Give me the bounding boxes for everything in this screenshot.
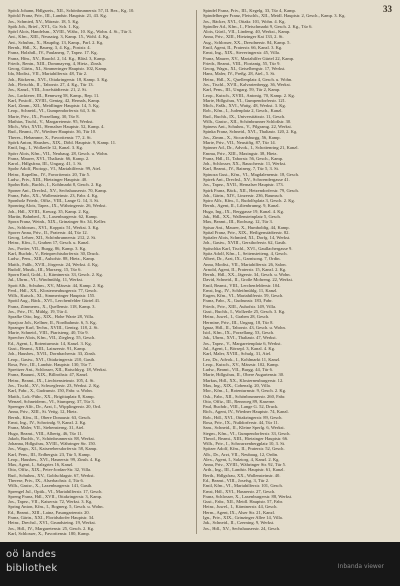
directory-entry: Mor., Kfm., I., Rotenturmstr. 9, Gesch. 2. Kg. [203, 388, 287, 394]
directory-entry: Joh., Schlosser, XX., Rauscherstr. 11, Werkst. [203, 161, 287, 167]
directory-entry: Eugen, Kfm., VI., Mariahilferstr. 59, Gesch. [203, 293, 284, 299]
directory-entry: Alois, Gürtl., VII., Lindeng. 40, Werkst., Kamp. [203, 29, 291, 35]
directory-entry: Sponholz Friedr., Offiz., VIII., Lange G. 14, 3. St. [8, 198, 100, 204]
directory-entry: Karl, Postoff., XVIII., Gentzg. 42, Hernals, Kamp. [8, 97, 101, 103]
directory-entry: Spök Joh., Brief., XVI., Gr. Sch. 1. Kg. [8, 23, 80, 29]
directory-entry: Jos., Tapez., V., Margaretenplatz 6, Werkst. [203, 340, 282, 346]
directory-entry: Jos., Lackierer, III., Rennweg 58, Kamp., Rep. 11. [8, 92, 100, 98]
directory-entry: Jul., Uhrm., VI., Windmühlg. 11, Werkst. [8, 277, 84, 283]
logo-text-line1: oö landes [6, 549, 57, 560]
directory-entry: Franz, Hfm., XV., Rauchf. 2, 14. Kg., Bläsl. 3, Kamp. [8, 55, 106, 61]
directory-entry: Jos., Tapez., VII., Kaiserstr. 72, Werkst. 3. Kg. [8, 499, 93, 505]
directory-entry: Theod., Beamt., XIII., Hietzinger Hauptstr. 66. [203, 435, 289, 441]
directory-entry: Spottl Aug., Bäck., XVI., Lerchenfelder Gürtel 41. [8, 298, 101, 304]
directory-entry: Heinr., Juwel., I., Graben 28, Gesch. [203, 314, 270, 320]
directory-entry: Karl, Fabr., X., Gudrunstr. 150, Fabr. u. Wohn. [8, 388, 93, 394]
directory-entry: Sponring Alois, Tapez., IX., Währingerstr. 26, Werkst. [8, 203, 107, 209]
directory-entry: Spindelberger Franz, Fleischh., XII., Meidl. Hauptstr. 2, Gesch., Kamp. 3. Kg. [203, 13, 346, 19]
directory-entry: Heinr., Hdl., X., Quellenplatz 4, Gesch. u. Wohn. [203, 76, 293, 82]
directory-entry: Karl, Beamt., IV., Rainerg. 7, Tür 5, 3. St. [203, 166, 280, 172]
directory-entry: Jos., Portier, VII., Burgg. 86, Kamp. 3. Kg. [8, 245, 87, 251]
directory-entry: Friedr., Beamt., VIII., Florianig. 55, Tür 9. [203, 60, 281, 66]
directory-entry: Franz, Fabr., XX., Wallensteinstr. 23, Fabr. 4. Kg. [8, 192, 99, 198]
directory-entry: Jos., Hdl., IV., Margaretenstr. 25, Gesch. 2. Kg. [8, 525, 95, 531]
directory-entry: Siegm., Kfm., VI., Gumpendorferstr. 33, Gesch. [203, 430, 291, 436]
directory-entry: Sporn Emil, Gold., I., Kärntnerstr. 33, Gesch. 2. Kg. [8, 272, 103, 278]
directory-entry: Ignaz, Hdl., II., Taborstr. 43, Gesch. u. Wohn. [203, 324, 286, 330]
directory-entry: Karl, Maler, XVIII., Schulg. 31, Atel. [203, 351, 272, 357]
directory-entry: Rich., Agent, IV., Wiedner Hauptstr. 74, Kanzl. [203, 409, 289, 415]
directory-entry: Ed., Agent, I., Rotenturmstr. 14, Kanzl. 3. Kg. [8, 340, 92, 346]
directory-entry: Gust., Buchh., I., Wollzeile 25, Gesch. 3. Kg. [203, 309, 286, 315]
directory-entry: Aug., Schlosser, XX., Dresdnerstr. 84, Kamp. 5. [203, 39, 291, 45]
library-logo[interactable] [6, 549, 98, 583]
directory-entry: Mich., Faßb., XVI., Wattg. 48, Werkst. 3. Kg. [203, 103, 286, 109]
directory-entry: Spinner Ad., Dr., Advok., I., Schottenring 21, Kanzl. [203, 145, 299, 151]
directory-entry: Ernst, Ing., IV., Schwindg. 9, Kanzl. 2. Kg. [8, 419, 87, 425]
directory-entry: Franz, Maler, VII., Siebensterng. 31, Atel. [8, 425, 85, 431]
directory-entry: Spohr Adolf, Photogr., VI., Mariahilferstr. 99, Atel. [8, 166, 102, 172]
directory-entry: Arnold, Agent, II., Praterstr. 15, Kanzl. 2. Kg. [203, 266, 287, 272]
directory-entry: Franz, Holzhdl., IV., Paulanerg. 7, Tapez. 17. Kg. [8, 50, 98, 56]
directory-entry: Sporer Anna, Priv., II., Praterstr. 44, Tür 12. [8, 229, 88, 235]
directory-entry: Ernst, Ing., IV., Schleifmühlg. 11, Kanzl. [203, 287, 278, 293]
directory-entry: Jak., Hdl., XX., Wallensteinplatz 5, Gesch. [203, 213, 281, 219]
directory-entry: Heinr., Kapellm., IV., Favoritenstr. 20, Tür 5. [8, 171, 91, 177]
directory-entry: Mathias, Tischl., V., Margaretenstr. 95, Werkst. [8, 118, 94, 124]
directory-entry: Otto, Offiz., III., Rennweg 89, Kaserne. [203, 398, 276, 404]
directory-entry: Spinka Franz, Schneid., XVI., Thaliastr. 120, 2. Kg. [203, 129, 298, 135]
directory-entry: Ed., Beamt., VIII., Josefsg. 3, Tür 2. [203, 478, 270, 484]
column-right [203, 8, 386, 538]
directory-entry: Albert, Dr., Arzt, IX., Garnisong. 7, Ordin. [203, 256, 281, 262]
directory-entry: Hermine, Priv., III., Ungarg. 18, Tür 8. [203, 319, 274, 325]
directory-entry: Jos., Hdl., XV., Sechshauserstr. 24, Gesch. [203, 525, 281, 531]
directory-entry: Heinr., Drechsl., XVI., Grundsteing. 19, Werkst. [8, 520, 96, 526]
directory-entry: Sprafke Otto, Ing., XIX., Hohe Warte 28, Villa. [8, 314, 95, 320]
directory-entry: Gust., Beamt., XIII., Lainzerstr. 91, Kamp. [8, 346, 87, 351]
directory-entry: Jakob, Buchb., V., Schönbrunnerstr. 88, Werkst. [8, 435, 95, 441]
directory-entry: Emil, Agent, II., Praterstr. 66, Kanzl. 3. Kg. [203, 44, 283, 50]
directory-entry: Hans, Maler, IV., Preßg. 28, Atel., 5. St. [203, 71, 276, 77]
directory-entry: Georg, Gärtn., XI., Simmeringer Hauptstr. 102, Kamp. [8, 66, 108, 72]
directory-entry: Hugo, Ing., IX., Berggasse 19, Kanzl. 4. Kg. [203, 208, 284, 214]
directory-entry: Sprecher Alois, Kfm., VII., Zieglerg. 55, Gesch. [8, 335, 96, 341]
directory-entry: Marie, Hdlgsfrau, II., Obere Augartenstr. 30. [203, 372, 285, 378]
directory-entry: Markus, Hdl., XX., Klosterneuburgerstr. 12. [203, 377, 284, 383]
directory-entry: Matth., Lok.-Führ., XX., Brigittaplatz 8, Kamp. [8, 393, 95, 399]
directory-entry: Emma, Priv., XIII., Maxingstr. 38, Hietz. [203, 150, 278, 156]
directory-entry: Marie, Priv., VII., Neustiftg. 87, Tür 14. [203, 140, 276, 146]
directory-entry: Ernst, Ing., XIX., Sieveringerstr. 45, Villa. [203, 50, 281, 56]
directory-entry: Joh., Bäckerm., XVI., Ottakringerstr. 18, Kamp. 3. Kg. [8, 76, 109, 82]
directory-entry: Spörl Alois, Handelsm., XVIII., Währ., 10. Kg., Wohn. 4. St., Tür 3. [8, 29, 132, 35]
directory-entry: Jak., Schneid., II., Czerning. 9, Werkst. [203, 520, 275, 526]
directory-entry: Spinoza Gust., Kfm., VI., Magdalenenstr. 18, Gesch. [203, 171, 300, 177]
directory-entry: Spirek Ant., Drechsl., XV., Schwendergasse 41. [203, 177, 290, 182]
directory-entry: Joh., Hdl., XVIII., Kreuzg. 35, Kamp. 2. Kg. [8, 208, 90, 214]
directory-entry: David, Schneid., II., Große Mohreng. 22, Werkst. [203, 277, 293, 283]
directory-entry: Spohn Rob., Buchh., I., Kohlmarkt 8, Gesch. 2. Kg. [8, 182, 103, 188]
directory-entry: Rob., Hdl., XVI., Ottakringerstr. 89, Gesch. [203, 414, 283, 420]
directory-entry: Ant., Schuhm., X., Hauptbg. 13, Kamp., Parl. 2. Kg. [8, 39, 104, 45]
directory-entry: Max, Beamt., III., Rochusg. 12, Tür 3. [203, 219, 273, 225]
directory-entry: Emil, Kfm., VI., Mariahilferstr. 101, Gesch. [203, 483, 283, 489]
directory-entry: Jos., Tischl., XVII., Kalvarienbergg. 36, Werkst. [203, 81, 291, 87]
directory-entry: Otto, Offiz., XIX., Peter-Jordan-Str. 32, Villa. [8, 467, 92, 473]
directory-entry: Leop., Kutsch., XV., Märzstr. 102, Kamp. [203, 361, 279, 367]
directory-entry: Heinr., Kfm., I., Graben 17, Gesch. u. Kanzl. [8, 240, 90, 246]
directory-entry: Gust., Fabr., XII., Meidl. Hauptstr. 57, Fabr. [203, 499, 284, 505]
directory-entry: Sprajcar Joh., Kellner, II., Nordbahnstr. 6, 5. Kg. [8, 319, 97, 325]
logo-text-line2: bibliothek [6, 563, 58, 574]
directory-entry: Marie, Hdlgsfrau, VI., Gumpendorferstr. 121. [203, 97, 287, 103]
directory-entry: Franz, Hdl., II., Taborstr. 56, Gesch., Kamp. [203, 155, 284, 161]
directory-entry: Paul, Buchdr., VIII., Lange G. 52, Druck. [203, 404, 279, 410]
directory-entry: Bernh., Agent, II., Lilienbrunng. 9, Kanzl. [203, 203, 280, 209]
directory-entry: Ernst, Hdl., XVI., Hasnerstr. 27, Gesch. [203, 488, 276, 494]
directory-entry: Spöck Johann, Hdlgsreis., XII., Schönbrunnerstr. 57, II. Bez., Kg. 10. [8, 8, 135, 13]
directory-entry: Spora Franz, Weinh., XIX., Grinzinger Str. 34, Keller. [8, 219, 107, 225]
directory-entry: Joh., Fleischh., II., Taborstr. 27, 4. Kg., Tür 13. [8, 81, 94, 87]
directory-entry: Marie, Priv., IX., Porzellang. 30, Tür 8. [8, 113, 80, 119]
page-number: 33 [383, 4, 392, 14]
directory-entry: Jos., Bäcker, XVI., Ottakr. 101, Wohn. 4. Kg. [203, 18, 286, 24]
directory-entry: Friedr., Rentn., XIII., Dommayerg. 4, Hietz., Zinsh. [8, 60, 102, 66]
directory-entry: Ludw., Priv., XIII., Hietzinger Hauptstr. 40. [8, 177, 88, 182]
directory-entry: Heinr., Juwel., I., Kärntnerstr. 44, Gesch. [203, 504, 278, 510]
directory-entry: Georg, Wagn., XI., Geiselbergstr. 17, Werkst. [203, 66, 286, 72]
directory-entry: Ludw., Beamt., VII., Burgg. 44, Tür 6. [203, 367, 274, 373]
directory-entry: Ign., Priv., XIX., Grinzinger Allee 14, Villa. [203, 515, 283, 520]
directory-entry: Spirk Franz, Bäck., XII., Hetzendorferstr. 79, Gesch. [203, 187, 299, 193]
directory-entry: Alb., Dr., Arzt, VII., Neubaug. 12, Ordin. [203, 451, 279, 457]
directory-entry: Isid., Kfm., IX., Porzellang. 53, Gesch. [203, 330, 275, 336]
directory-entry: Spott Alb., Schuhm., XV., Märzstr. 44, Kamp. 2. Kg. [8, 282, 105, 288]
directory-entry: Jos., Schlossm., XVI., Koppstr. 51, Werkst. 3. Kg. [8, 224, 100, 230]
directory-entry: Spitschka Karl, Tischl., XVI., Gaullachergasse 9. [203, 245, 293, 251]
directory-entry: Spitz Adolf, Kfm., I., Seitenstetteng. 4, Gesch. [203, 250, 288, 256]
directory-entry: Karl, Zimm., XII., Meidlinger Hauptstr. 14, 5. Kg. [8, 103, 100, 109]
directory-entry: Spiness Ant., Schuhm., V., Pilgramg. 22, Werkst. [203, 124, 292, 130]
directory-entry: Jos., Kanzl., VIII., Josefstädterstr. 21, 2. St. [8, 87, 87, 93]
directory-entry: Jos., Tischl., XV., Schweglerstr. 23, Werkst. 2. Kg. [8, 382, 100, 388]
directory-entry: Spitaler Alois, Schmied, XI., Dorfg. 14, Werkst. [203, 235, 291, 241]
directory-entry: Jos., Zimm., X., Siccardsburgg. 56, Kamp. [203, 134, 281, 140]
directory-entry: Spital Franz, Priv., XIX., Heiligenstädterstr. 82. [203, 229, 290, 235]
column-divider [196, 10, 197, 534]
directory-entry: Max, Agent, I., Salzgries 16, Kanzl. [8, 462, 74, 468]
directory-entry: Anna, Priv., XVIII., Währinger Str. 92, Tür 5. [203, 462, 287, 468]
directory-entry: Heinr., Beamt., IX., Liechtensteinstr. 105, 4. St. [8, 377, 95, 383]
directory-entry: Spiro Alfr., Kfm., I., Rudolfsplatz 3, Gesch. 2. Kg. [203, 198, 295, 204]
directory-entry: Jul., Agent, I., Börsepl. 3, Kanzl. 4. Kg. [203, 346, 276, 351]
directory-entry: Matth., Faßb., XVII., Jörgerstr. 24, Werkst. 4. Kg. [8, 261, 99, 267]
directory-entry: Franz, Fabr., X., Gudrunstr. 183, Fabr. [203, 298, 273, 304]
directory-entry: Ed., Beamt., XIII., Lainz, Fasangartenstr. 20. [8, 509, 90, 515]
directory-entry: Hugo, Beamt., VIII., Albertg. 46, Tür 11. [8, 430, 83, 436]
directory-entry: Leop., Hausbes., XVI., Hasnerstr. 99, Zinsh. 4. Kg. [8, 456, 102, 462]
directory-entry: Joh., Hausbes., XVII., Dornbacherstr. 33, Zinsh. [8, 351, 96, 357]
directory-entry: Wilh., Gastw., X., Laxenburgerstr. 141, Gasth. [8, 483, 93, 489]
directory-entry: Wilh., Kutsch., XI., Simmeringer Hauptstr. 155. [8, 293, 96, 299]
directory-entry: Spitzer Adolf, Kfm., II., Praterstr. 52, Gesch. [203, 446, 285, 452]
directory-entry: Martin, Bahnbed., X., Laxenburgerstr. 62, Kamp. [8, 213, 98, 219]
directory-entry: Georg, Lehrer, XII., Schönbrunnerstr. 212, 2. St. [8, 235, 97, 241]
directory-entry: Rosa, Priv., IX., Nußdorferstr. 44, Tür 11. [203, 419, 279, 425]
directory-entry: Ida, Modist., VII., Mariahilferstr. 48, Tür 2. [8, 71, 88, 77]
directory-entry: Franz, Maurer, XVI., Thaliastr. 66, Kamp. 2. [8, 155, 90, 161]
directory-entry: Karl, Pens., III., Ungarg. 59, Tür 2, Kamp. [203, 87, 281, 93]
directory-entry: Rosa, Priv., III., Landstr. Hauptstr. 130, Tür 7. [8, 361, 92, 367]
directory-entry: Spöckl Franz, Priv., III., Landstr. Hauptstr. 21, 43. Kg. [8, 13, 107, 19]
directory-entry: Rud., Beamt., IV., Wiedner Hauptstr. 36, Tür 10. [8, 129, 97, 135]
directory-entry: Spindel Franz, Priv., III., Kegelg. 33, Tür 4, Kamp. [203, 8, 296, 13]
directory-entry: Sprenger Alfr., Dr., Arzt, I., Wipplingerstr. 20, Ord. [8, 404, 102, 410]
directory-entry: Sponer Ant., Drechsl., XV., Sechshauserstr. 70, Kamp. [8, 187, 108, 193]
directory-entry: Jos., Priv., IV., Mühlg. 19, Tür 4. [8, 309, 68, 315]
directory-entry: Leo, Dr., Advok., I., Kohlmarkt 11, Kanzl. [203, 356, 281, 362]
directory-entry: Joh., Gastw., XVIII., Gersthoferstr. 62, Gasth. [203, 240, 287, 246]
directory-entry: Rud., Schuhm., XV., Goldschlagstr. 67, Werkst. [8, 472, 95, 478]
directory-entry: Spörk Anton, Hausbes., XIX., Döbl. Hauptstr. 9, Kamp. 11. [8, 140, 117, 146]
directory-entry: Berth., Hdlgsfrau, XX., Wallensteinstr. 40. [203, 472, 281, 478]
directory-entry: Wilh., Priv., I., Schwarzenbergplatz 10, 3. St. [203, 441, 286, 447]
directory-entry: Friedr., Priv., XIII., Auhofstr. 149, Villa. [203, 303, 277, 309]
directory-entry: Rob., Kfm., I., Judenplatz 2, Gesch., Kanzl. [203, 108, 283, 114]
directory-entry: Therese, Priv., IX., Alserbachstr. 4, Tür 6. [8, 478, 84, 484]
directory-entry: Herm., Agent, IX., Alser Str. 21, Kanzl. [203, 509, 275, 515]
directory-entry: Marie, Schneid., VIII., Piaristeng. 40, Tür 9. [8, 330, 89, 336]
directory-entry: Emil, Beamt., VIII., Lerchenfelderstr. 104. [203, 282, 281, 288]
directory-entry: Leop., Schneid., VI., Gumpendorferstr. 64, 3. St. [8, 108, 97, 114]
directory-entry: Leop., Gastw., XVI., Ottakringerstr. 210, Gasth. [8, 356, 96, 362]
directory-entry: Jos., Schmied, XV., Märzstr. 18, 5. Kg. [8, 18, 80, 24]
directory-entry: Jos., Wagn., XI., Kaiserebersdorferstr. 58, Kamp. [8, 446, 98, 452]
directory-entry: Spreitzer Ant., Schlosser, XII., Ratschkyg. 18, Werkst. [8, 367, 107, 373]
directory-entry: Anna, Modist., VII., Mariahilferstr. 26, Salon. [203, 261, 287, 267]
directory-entry: Franz, Gärtn., XXI., Floridsdorfer Hauptstr. 34. [8, 515, 95, 520]
directory-entry: Karol., Hdlgsfrau, III., Ungarg. 41, 1. St. [8, 161, 83, 167]
directory-entry: Anna, Priv., XIII., St. Veitg. 12, Hietz. [8, 409, 78, 415]
directory-entry: Rud., Buchh., IX., Universitätsstr. 11, Gesch. [203, 113, 286, 119]
directory-entry: Bernh., Hdl., X., Bauerg. 3, 4. Kg., Poststr. 4. [8, 44, 91, 50]
directory-entry: Sam., Schneid., II., Kleine Sperlg. 6, Werkst. [203, 425, 285, 431]
directory-entry: Wenzel, Schneiderm., VI., Stumperg. 37, Tür 3. [8, 398, 95, 404]
directory-entry: Jos., Tapez., XVII., Hernalser Hauptstr. 173. [203, 182, 284, 188]
directory-entry: Franz, Bauunt., XIX., Billrothstr. 47, Kanzl. [8, 372, 89, 378]
directory-entry: Ferd., Hdl., XX., Klosterneuburgerstr. 77, Gesch. [8, 287, 98, 293]
directory-entry: Karl, Buchdr., V., Reinprechtsdorferstr. 30, Druck. [8, 250, 100, 256]
directory-entry: Emil, Ing., I., Wollzeile 12, Kanzl. 3. Kg. [8, 145, 84, 151]
directory-entry: Spisar Ant., Maurer, X., Humboldtg. 44, Kamp. [203, 224, 290, 230]
directory-entry: Spring Anton, Kfm., I., Bognerg. 5, Gesch. u. Wohn. [8, 504, 104, 510]
column-left [8, 8, 191, 538]
directory-entry: Joh., Gärtn., XIV., Linzerstr. 236, Baumsch. [203, 192, 283, 198]
directory-entry: Spranger Karl, Techn., XVIII., Gentzg. 118, 2. St. [8, 324, 99, 330]
directory-entry: Rudolf, Musik., III., Marxerg. 15, Tür 6. [8, 266, 82, 272]
directory-entry: Spörr Alois, Kfm., VII., Neubaug. 28, Gesch. u. Wohn. [8, 150, 108, 156]
directory-entry: Leop., Kutsch., XVIII., Antonig. 70, Kamp. 2. Kg. [203, 92, 295, 98]
directory-entry: Franz, Zimmerm., X., Quellenstr. 118, Kamp. 3. [8, 303, 96, 309]
directory-entry: Alex., Agent, I., Salztorg. 4, Kanzl. 2. Kg. [203, 456, 280, 462]
directory-entry: Karl, Schlosser, X., Favoritenstr. 180, Kamp. [8, 530, 90, 536]
directory-entry: Bernh., Kfm., II., Obere Donaustr. 63, Gesch. [8, 414, 91, 420]
directory-entry: Spreng Franz, Hdl., XVII., Ottakringerstr. 3, Kamp. [8, 493, 103, 499]
directory-entry: Wilh., Gastw., XII., Schönbrunner Schloßstr. 30. [203, 118, 292, 124]
viewer-label: Inbanda viewer [337, 563, 384, 570]
directory-entry: Theres., Hebamme, X., Favoritenstr. 77, 2. St. [8, 134, 92, 140]
directory-entry: Anna, Priv., XIII., Hietzinger Kai 133, 2. St. [203, 34, 284, 40]
directory-entry: Arth., Ing., III., Landstr. Hauptstr. 61, Kanzl. [203, 467, 285, 473]
directory-entry: Osk., Fabr., XII., Schönbrunnerstr. 260, Fabr. [203, 393, 286, 399]
directory-entry: Bernh., Hdl., XX., Jägerstr. 34, Gesch. u. Wohn. [203, 272, 291, 278]
directory-entry: Johanna, Hdlgsfrau, XVIII., Währinger Str. 150. [8, 441, 96, 447]
directory-entry: Sprengel Jul., Optik., VI., Mariahilferstr. 17, Gesch. [8, 488, 103, 494]
directory-entry: Franz, Schlosser, X., Laxenburgerstr. 88, Werkst. [203, 493, 293, 499]
directory-entry: Spindler Ad., Kfm., I., Fleischmarkt 9, Gesch. 2. Kg., Tür 6. [203, 23, 313, 29]
directory-entry: Ant., Kfm., XIII., Neusatzg. 3, Kamp. 15., Wohl. 4. Kg. [8, 34, 110, 40]
directory-entry: Jak., Uhrm., XVI., Thaliastr. 47, Werkst. [203, 335, 277, 341]
directory-entry: Max, Ing., XIX., Cobenzlg. 20, Villa. [203, 382, 271, 388]
directory-entry: Mich., Wirt, XVII., Hernalser Hauptstr. 52, Kamp. 4. [8, 124, 105, 130]
directory-entry: Ludw., Pens., XIII., Auhofstr. 88, Hietz., Kamp. [8, 256, 96, 262]
directory-entry: Karl, Pens., III., Erdbergstr. 23, Tür 5, Kamp. [8, 451, 91, 457]
directory-entry: Franz, Maurer, XV., Mariahilfer Gürtel 22, Kamp. [203, 55, 295, 61]
